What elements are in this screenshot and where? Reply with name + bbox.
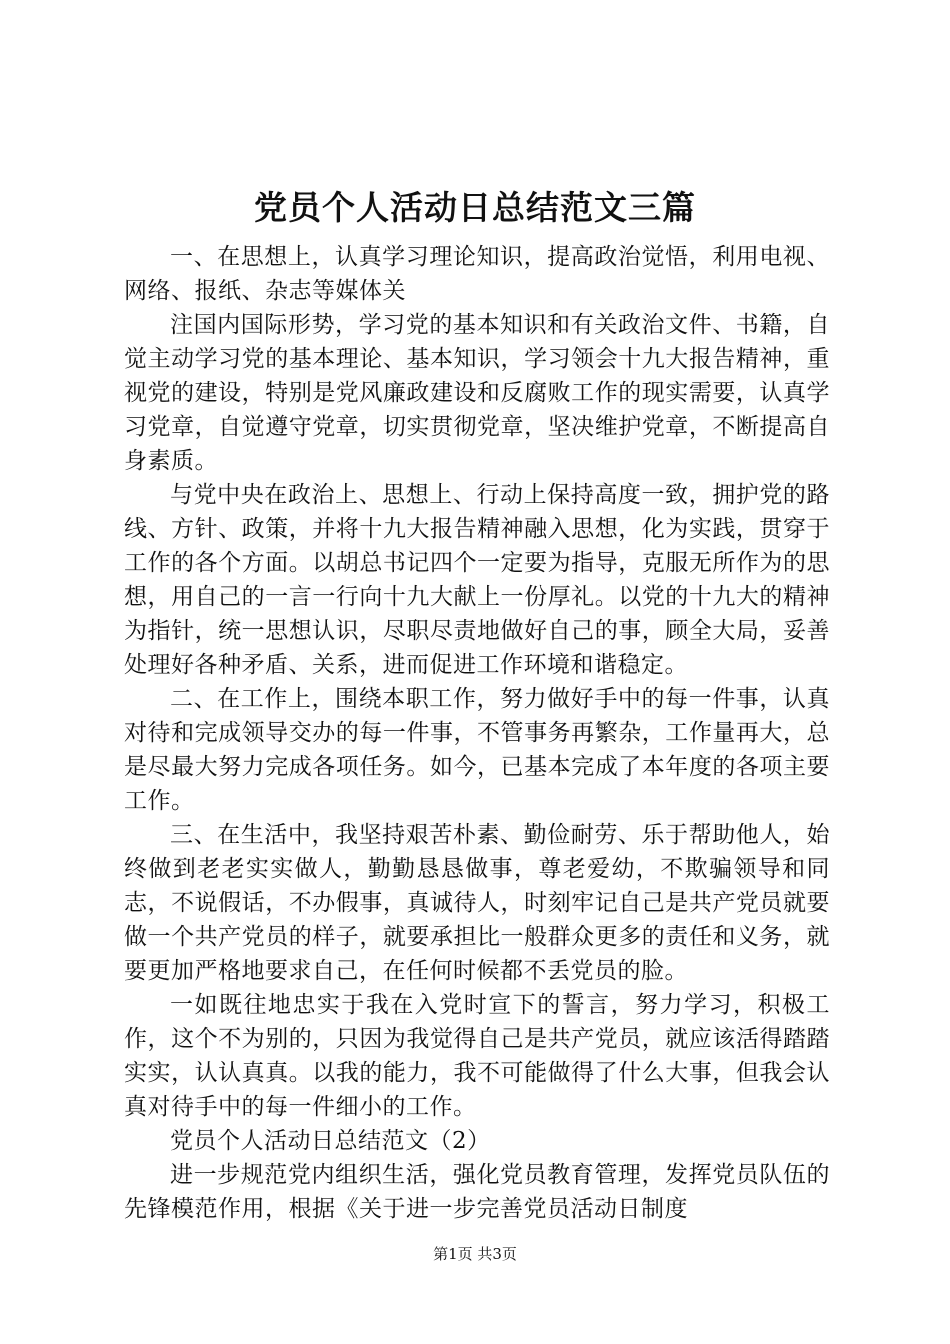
paragraph-life: 三、在生活中，我坚持艰苦朴素、勤俭耐劳、乐于帮助他人，始终做到老老实实做人，勤勤恳恳做事，尊老爱幼，不欺骗领导和同志，不说假话，不办假事，真诚待人，时刻牢记自己是共产党员就要做一个共产党员的样子，就要承担比一般群众更多的责任和义务，就要更加严格地要求自己，在任何时候都不丢党员的脸。 bbox=[124, 822, 830, 984]
paragraph-thought-intro: 一、在思想上，认真学习理论知识，提高政治觉悟，利用电视、网络、报纸、杂志等媒体关 bbox=[124, 244, 830, 304]
document-body bbox=[124, 240, 830, 1226]
page-number-footer: 第1页 共3页 bbox=[433, 1245, 517, 1263]
section-heading-sample-2: 党员个人活动日总结范文（2） bbox=[170, 1128, 491, 1154]
document-title: 党员个人活动日总结范文三篇 bbox=[254, 188, 696, 227]
paragraph-political-alignment: 与党中央在政治上、思想上、行动上保持高度一致，拥护党的路线、方针、政策，并将十九大报告精神融入思想，化为实践，贯穿于工作的各个方面。以胡总书记四个一定要为指导，克服无所作为的思想，用自己的一言一行向十九大献上一份厚礼。以党的十九大的精神为指针，统一思想认识，尽职尽责地做好自己的事，顾全大局，妥善处理好各种矛盾、关系，进而促进工作环境和谐稳定。 bbox=[124, 482, 830, 678]
paragraph-thought-study: 注国内国际形势，学习党的基本知识和有关政治文件、书籍，自觉主动学习党的基本理论、基本知识，学习领会十九大报告精神，重视党的建设，特别是党风廉政建设和反腐败工作的现实需要，认真学习党章，自觉遵守党章，切实贯彻党章，坚决维护党章，不断提高自身素质。 bbox=[124, 312, 830, 474]
paragraph-oath: 一如既往地忠实于我在入党时宣下的誓言，努力学习，积极工作，这个不为别的，只因为我觉得自己是共产党员，就应该活得踏踏实实，认认真真。以我的能力，我不可能做得了什么大事，但我会认真对待手中的每一件细小的工作。 bbox=[124, 992, 830, 1120]
paragraph-work: 二、在工作上，围绕本职工作，努力做好手中的每一件事，认真对待和完成领导交办的每一件事，不管事务再繁杂，工作量再大，总是尽最大努力完成各项任务。如今，已基本完成了本年度的各项主要工作。 bbox=[124, 686, 830, 814]
paragraph-sample-2-intro: 进一步规范党内组织生活，强化党员教育管理，发挥党员队伍的先锋模范作用，根据《关于进一步完善党员活动日制度 bbox=[124, 1162, 830, 1222]
